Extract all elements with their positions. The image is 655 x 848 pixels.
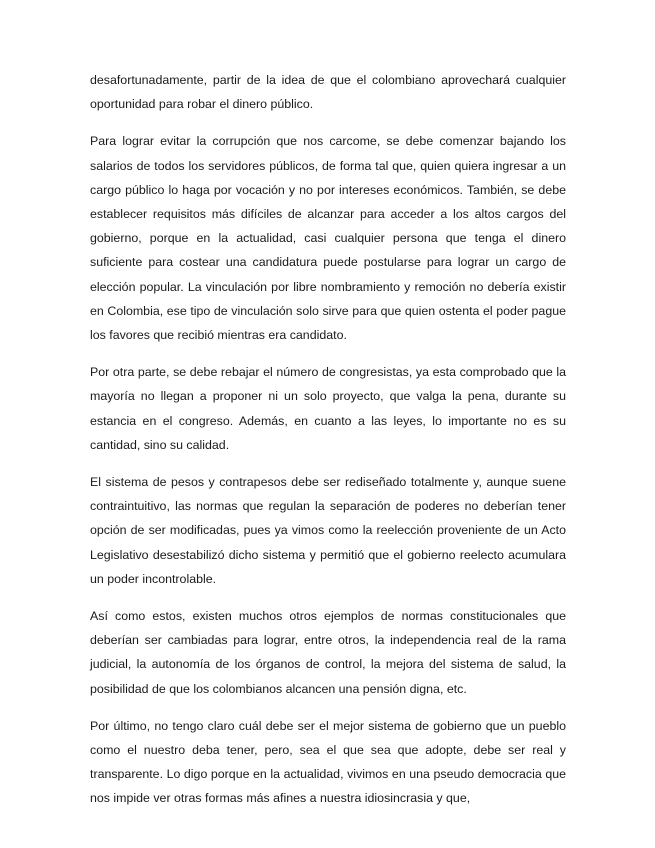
document-body [90, 68, 566, 811]
paragraph-2: Para lograr evitar la corrupción que nos carcome, se debe comenzar bajando los salarios de todos los servidores públicos, de forma tal que, quien quiera ingresar a un cargo público lo haga por vocación y no por intereses económicos. También, se debe establecer requisitos más difíciles de alcanzar para acceder a los altos cargos del gobierno, porque en la actualidad, casi cualquier persona que tenga el dinero suficiente para costear una candidatura puede postularse para lograr un cargo de elección popular. La vinculación por libre nombramiento y remoción no debería existir en Colombia, ese tipo de vinculación solo sirve para que quien ostenta el poder pague los favores que recibió mientras era candidato. [90, 134, 566, 343]
paragraph-3: Por otra parte, se debe rebajar el número de congresistas, ya esta comprobado que la mayoría no llegan a proponer ni un solo proyecto, que valga la pena, durante su estancia en el congreso. Además, en cuanto a las leyes, lo importante no es su cantidad, sino su calidad. [90, 365, 566, 452]
paragraph-1: desafortunadamente, partir de la idea de que el colombiano aprovechará cualquier oportunidad para robar el dinero público. [90, 73, 566, 112]
paragraph-5: Así como estos, existen muchos otros ejemplos de normas constitucionales que deberían ser cambiadas para lograr, entre otros, la independencia real de la rama judicial, la autonomía de los órganos de control, la mejora del sistema de salud, la posibilidad de que los colombianos alcancen una pensión digna, etc. [90, 609, 566, 696]
paragraph-4: El sistema de pesos y contrapesos debe ser rediseñado totalmente y, aunque suene contraintuitivo, las normas que regulan la separación de poderes no deberían tener opción de ser modificadas, pues ya vimos como la reelección proveniente de un Acto Legislativo desestabilizó dicho sistema y permitió que el gobierno reelecto acumulara un poder incontrolable. [90, 475, 566, 586]
paragraph-6: Por último, no tengo claro cuál debe ser el mejor sistema de gobierno que un pueblo como el nuestro deba tener, pero, sea el que sea que adopte, debe ser real y transparente. Lo digo porque en la actualidad, vivimos en una pseudo democracia que nos impide ver otras formas más afines a nuestra idiosincrasia y que, [90, 718, 566, 806]
